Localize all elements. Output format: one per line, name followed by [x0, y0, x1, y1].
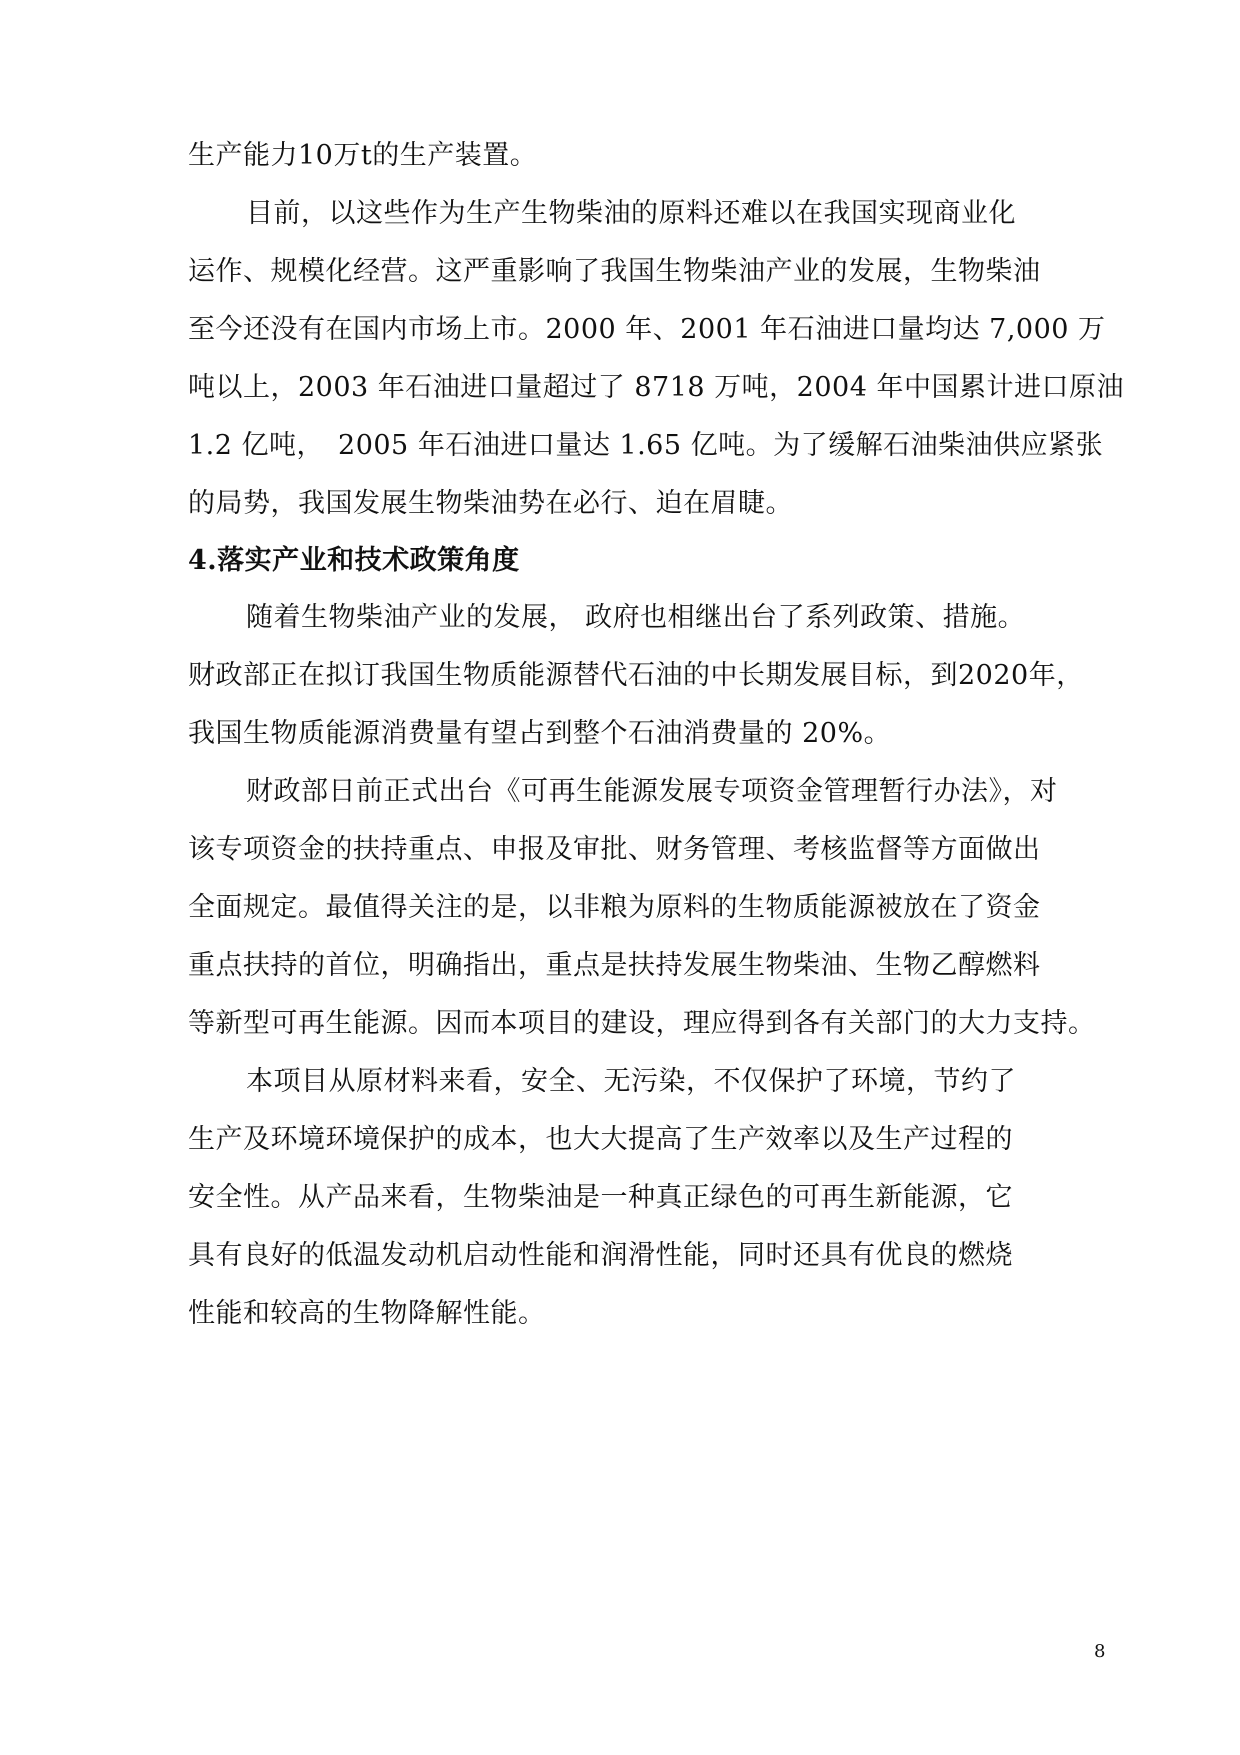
paragraph-line: 生产及环境环境保护的成本，也大大提高了生产效率以及生产过程的: [188, 1124, 1013, 1155]
paragraph-line: 本项目从原材料来看，安全、无污染，不仅保护了环境，节约了: [246, 1066, 1016, 1097]
paragraph-line: 的局势，我国发展生物柴油势在必行、迫在眉睫。: [188, 488, 793, 519]
paragraph-line: 财政部日前正式出台《可再生能源发展专项资金管理暂行办法》，对: [246, 776, 1058, 807]
paragraph-line: 吨以上，2003 年石油进口量超过了 8718 万吨，2004 年中国累计进口原油: [188, 372, 1124, 403]
paragraph-line: 随着生物柴油产业的发展， 政府也相继出台了系列政策、措施。: [246, 602, 1026, 633]
paragraph-line: 1.2 亿吨， 2005 年石油进口量达 1.65 亿吨。为了缓解石油柴油供应紧张: [188, 430, 1104, 461]
section-heading: 4.落实产业和技术政策角度: [188, 545, 520, 576]
paragraph-line: 安全性。从产品来看，生物柴油是一种真正绿色的可再生新能源，它: [188, 1182, 1013, 1213]
paragraph-line: 全面规定。最值得关注的是，以非粮为原料的生物质能源被放在了资金: [188, 892, 1041, 923]
page-number: 8: [1094, 1641, 1106, 1662]
paragraph-line: 重点扶持的首位，明确指出，重点是扶持发展生物柴油、生物乙醇燃料: [188, 950, 1041, 981]
paragraph-line: 我国生物质能源消费量有望占到整个石油消费量的 20%。: [188, 718, 892, 749]
paragraph-line: 至今还没有在国内市场上市。2000 年、2001 年石油进口量均达 7,000 万: [188, 314, 1106, 345]
paragraph-line: 运作、规模化经营。这严重影响了我国生物柴油产业的发展，生物柴油: [188, 256, 1041, 287]
paragraph-line: 财政部正在拟订我国生物质能源替代石油的中长期发展目标，到2020年，: [188, 660, 1084, 691]
paragraph-line: 等新型可再生能源。因而本项目的建设，理应得到各有关部门的大力支持。: [188, 1008, 1096, 1039]
paragraph-line: 具有良好的低温发动机启动性能和润滑性能，同时还具有优良的燃烧: [188, 1240, 1013, 1271]
paragraph-line: 生产能力10万t的生产装置。: [188, 140, 538, 171]
paragraph-line: 性能和较高的生物降解性能。: [188, 1298, 546, 1329]
paragraph-line: 该专项资金的扶持重点、申报及审批、财务管理、考核监督等方面做出: [188, 834, 1041, 865]
paragraph-line: 目前，以这些作为生产生物柴油的原料还难以在我国实现商业化: [246, 198, 1016, 229]
